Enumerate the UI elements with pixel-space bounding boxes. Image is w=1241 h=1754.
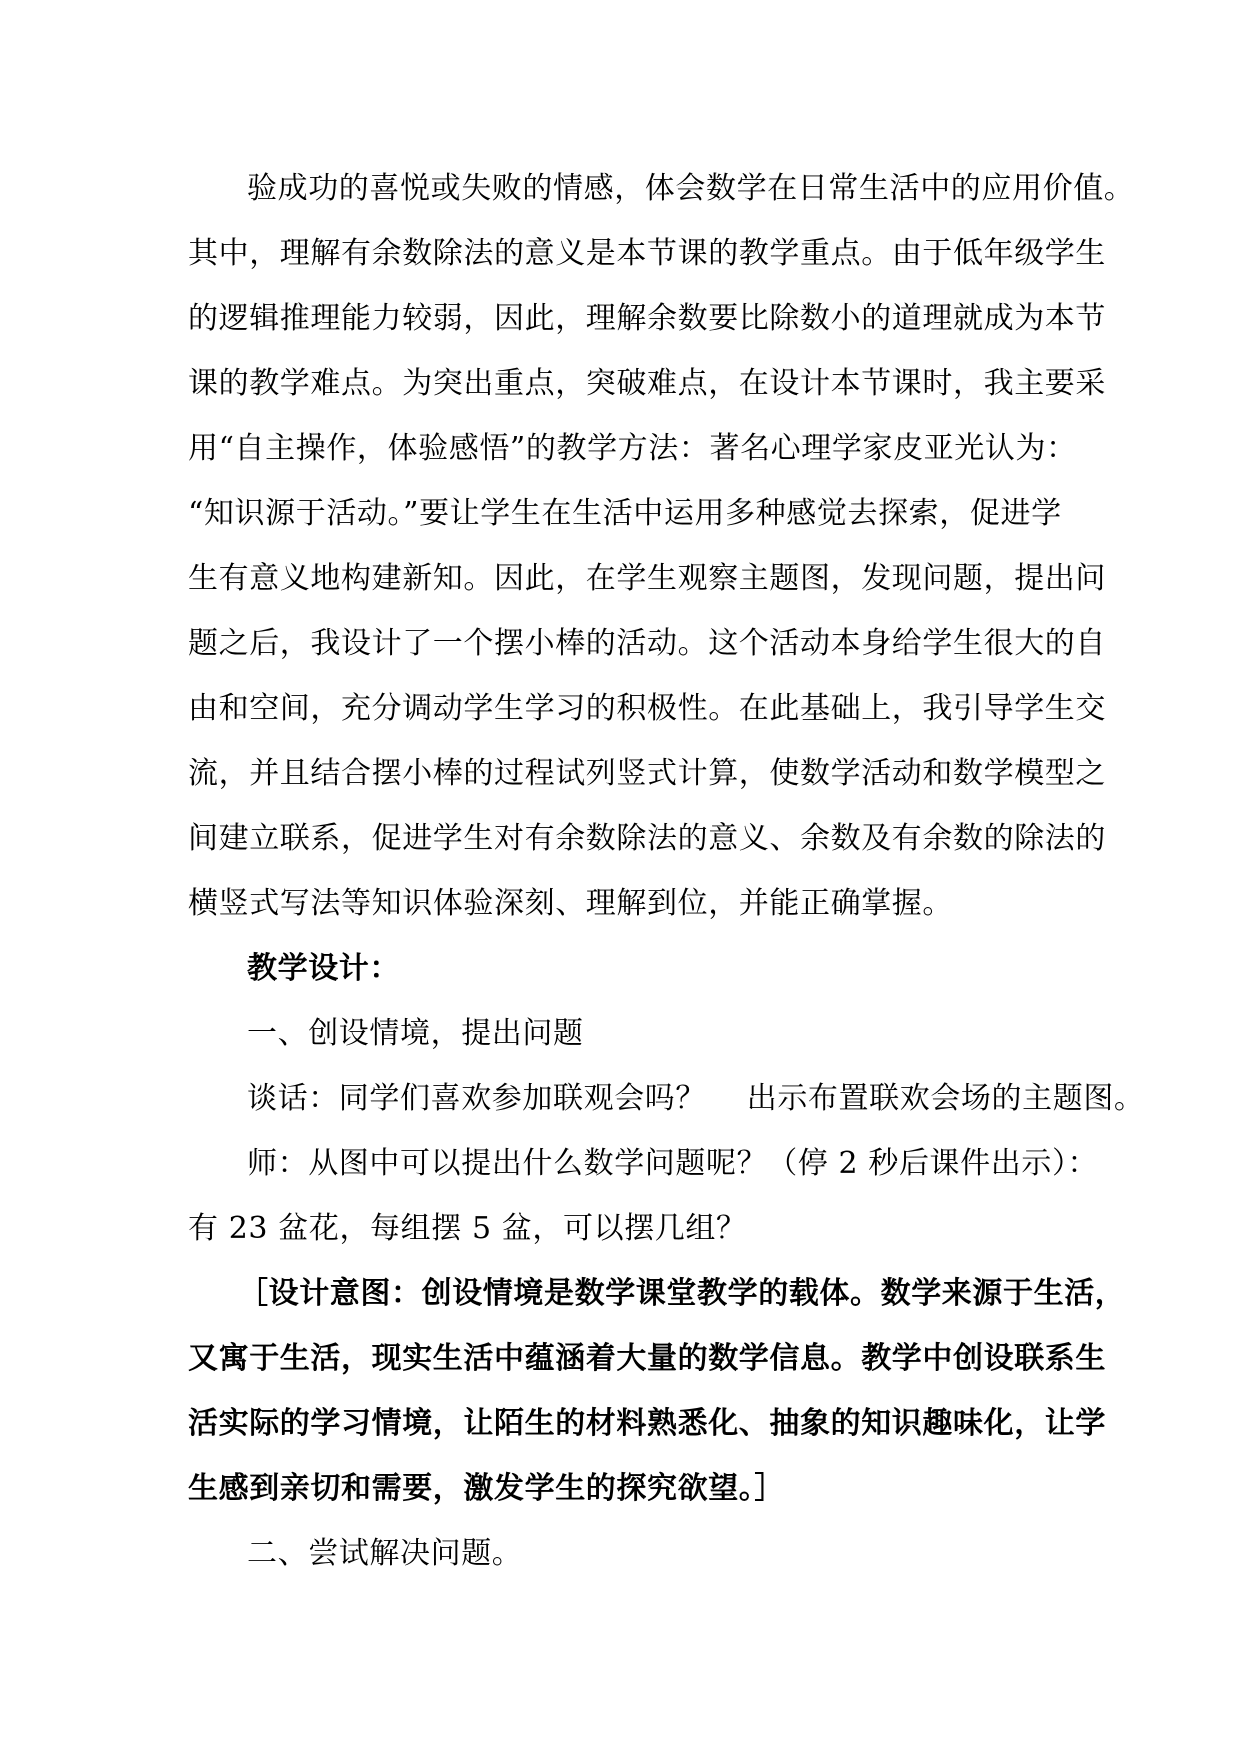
document-body: [188, 156, 1145, 1586]
paragraph-line: 课的教学难点。为突出重点，突破难点，在设计本节课时，我主要采: [188, 366, 1106, 401]
section-title: 一、创设情境，提出问题: [247, 1016, 584, 1051]
paragraph-line: 题之后，我设计了一个摆小棒的活动。这个活动本身给学生很大的自: [188, 626, 1106, 661]
paragraph-line: 的逻辑推理能力较弱，因此，理解余数要比除数小的道理就成为本节: [188, 301, 1106, 336]
section-title: 二、尝试解决问题。: [247, 1536, 523, 1571]
paragraph-line: 流，并且结合摆小棒的过程试列竖式计算，使数学活动和数学模型之: [188, 756, 1106, 791]
section-heading: 教学设计：: [247, 951, 400, 986]
paragraph-line: 用“自主操作，体验感悟”的教学方法：著名心理学家皮亚光认为：: [188, 431, 1077, 466]
paragraph-line: 横竖式写法等知识体验深刻、理解到位，并能正确掌握。: [188, 886, 953, 921]
design-intent-line: 生感到亲切和需要，激发学生的探究欲望。］: [188, 1471, 785, 1506]
teacher-question-line: 师：从图中可以提出什么数学问题呢？（停 2 秒后课件出示）：: [247, 1146, 1099, 1181]
design-intent-line: ［设计意图：创设情境是数学课堂教学的载体。数学来源于生活，: [238, 1276, 1126, 1311]
paragraph-line: 由和空间，充分调动学生学习的积极性。在此基础上，我引导学生交: [188, 691, 1106, 726]
paragraph-line: “知识源于活动。”要让学生在生活中运用多种感觉去探索，促进学: [188, 496, 1062, 531]
design-intent-line: 又寓于生活，现实生活中蕴涵着大量的数学信息。教学中创设联系生: [188, 1341, 1106, 1376]
paragraph-line: 验成功的喜悦或失败的情感，体会数学在日常生活中的应用价值。: [247, 171, 1135, 206]
design-intent-line: 活实际的学习情境，让陌生的材料熟悉化、抽象的知识趣味化，让学: [188, 1406, 1106, 1441]
paragraph-line: 间建立联系，促进学生对有余数除法的意义、余数及有余数的除法的: [188, 821, 1106, 856]
dialogue-line: 谈话：同学们喜欢参加联观会吗？ 出示布置联欢会场的主题图。: [247, 1081, 1145, 1116]
teacher-question-line: 有 23 盆花，每组摆 5 盆，可以摆几组？: [188, 1211, 747, 1246]
paragraph-line: 生有意义地构建新知。因此，在学生观察主题图，发现问题，提出问: [188, 561, 1106, 596]
paragraph-line: 其中，理解有余数除法的意义是本节课的教学重点。由于低年级学生: [188, 236, 1106, 271]
